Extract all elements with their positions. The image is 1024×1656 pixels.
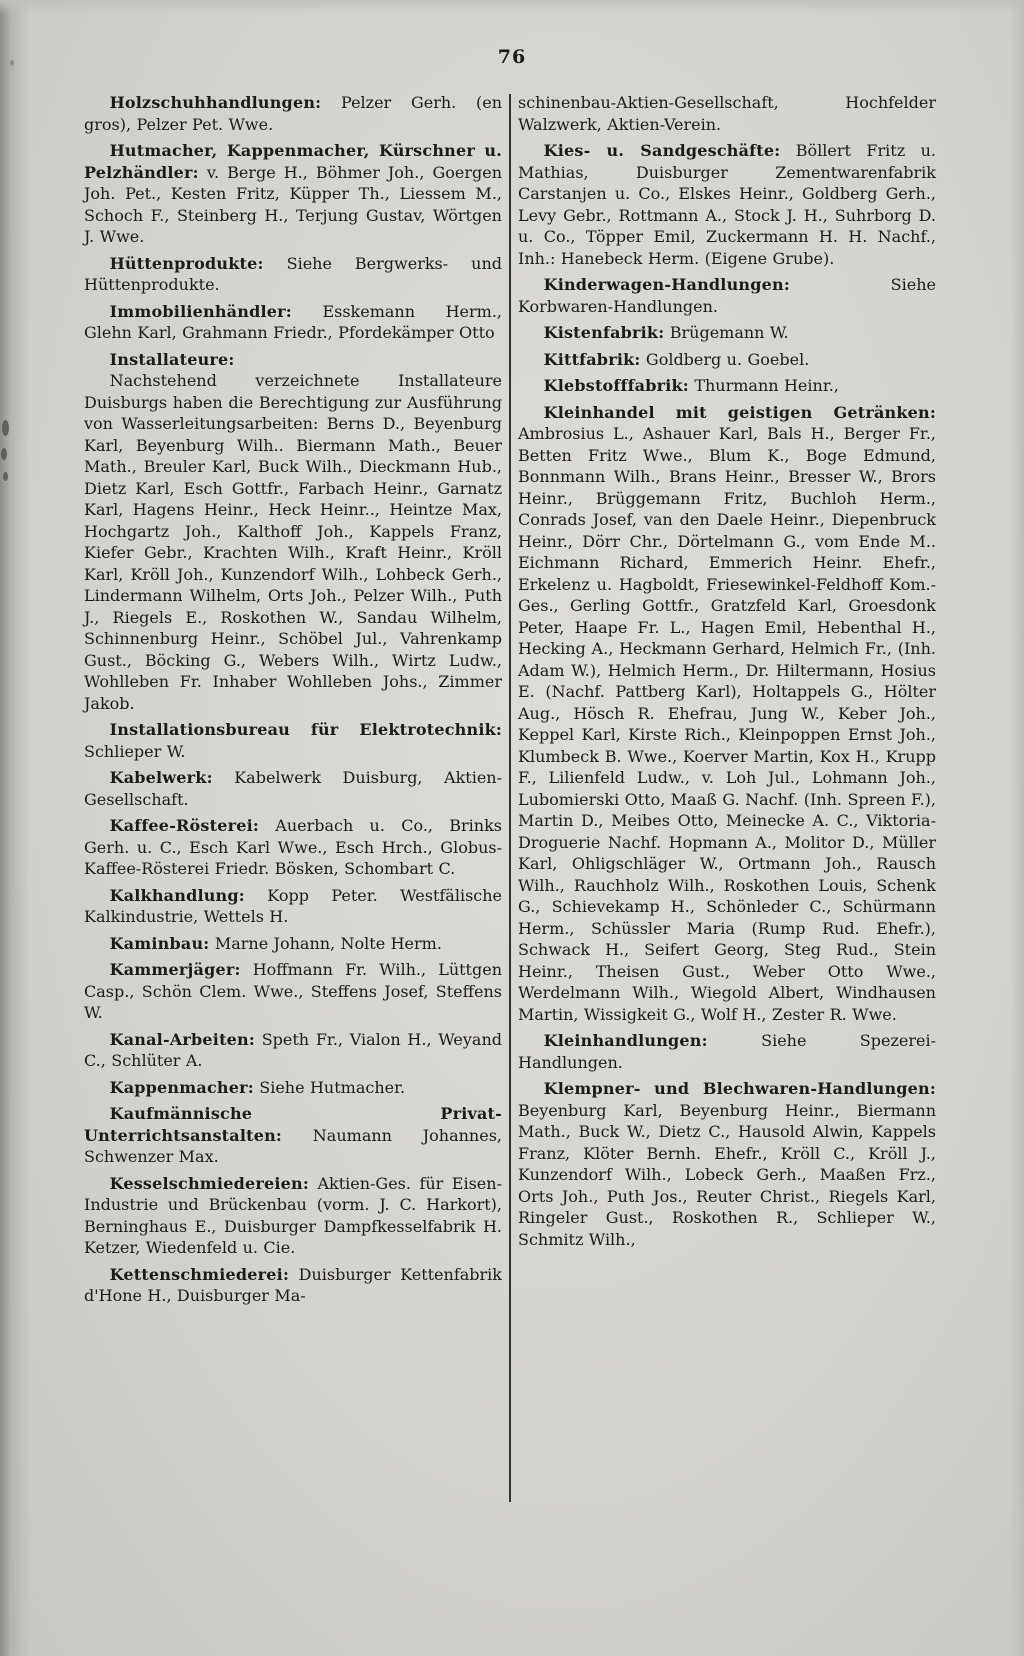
entry-heading: Kistenfabrik:	[543, 323, 665, 342]
entry-body: Thurmann Heinr.,	[694, 376, 839, 395]
entry-body: Ambrosius L., Ashauer Karl, Bals H., Berger Fr., Betten Fritz Wwe., Blum K., Boge Edmund, Bonnmann Wilh., Brans Heinr., Bresser W., Brors Heinr., Brüggemann Fritz, Buchloh Herm., Conrads Josef, van den Daele Heinr., Diepenbruck Heinr., Dörr Chr., Dörtelmann G., vom Ende M.. Eichmann Richard, Emmerich Heinr. Ehefr., Erkelenz u. Hagboldt, Friesewinkel-Feldhoff Kom.-Ges., Gerling Gottfr., Gratzfeld Karl, Groesdonk Peter, Haape Fr. L., Hagen Emil, Hebenthal H., Hecking A., Heckmann Gerhard, Helmich Fr., (Inh. Adam W.), Helmich Herm., Dr. Hiltermann, Hosius E. (Nachf. Pattberg Karl), Holtappels G., Hölter Aug., Hösch R. Ehefrau, Jung W., Keber Joh., Keppel Karl, Kirste Rich., Kleinpoppen Ernst Joh., Klumbeck B. Wwe., Koerver Martin, Kox H., Krupp F., Lilienfeld Ludw., v. Loh Jul., Lohmann Joh., Lubomierski Otto, Maaß G. Nachf. (Inh. Spreen F.), Martin D., Meibes Otto, Meinecke A. C., Viktoria-Droguerie Nachf. Hopmann A., Molitor D., Müller Karl, Ohligschläger W., Ortmann Joh., Rausch Wilh., Rauchholz Wilh., Roskothen Louis, Schenk G., Schievekamp H., Schönleder C., Schürmann Herm., Schüssler Maria (Rump Rud. Ehefr.), Schwack H., Seifert Georg, Steg Rud., Stein Heinr., Theisen Gust., Weber Otto Wwe., Werdelmann Wilh., Wiegold Albert, Windhausen Martin, Wissigkeit G., Wolf H., Zester R. Wwe.	[518, 424, 936, 1024]
entry-heading: Kalkhandlung:	[109, 885, 245, 905]
entry-heading: Kittfabrik:	[543, 349, 641, 369]
entry-heading: Kettenschmiederei:	[109, 1264, 290, 1284]
entry-body: Goldberg u. Goebel.	[645, 349, 810, 369]
entry-body: Auerbach u. Co., Brinks Gerh. u. C., Esch Karl Wwe., Esch Hrch., Globus-Kaffee-Rösterei Friedr. Bösken, Schombart C.	[84, 816, 502, 878]
entry-heading: Kaffee-Rösterei:	[109, 816, 259, 835]
directory-entry	[84, 719, 502, 762]
directory-entry	[84, 1077, 502, 1099]
entry-body: Nachstehend verzeichnete Installateure Duisburgs haben die Berechtigung zur Ausführung von Wasserleitungsarbeiten: Berns D., Beyenburg Karl, Beyenburg Wilh.. Biermann Math., Beuer Math., Breuler Karl, Buck Wilh., Dieckmann Hub., Dietz Karl, Esch Gottfr., Farbach Heinr., Garnatz Karl, Hagens Heinr., Heck Heinr.., Heintze Max, Hochgartz Joh., Kalthoff Joh., Kappels Franz, Kiefer Gebr., Krachten Wilh., Kraft Heinr., Kröll Karl, Kröll Joh., Kunzendorf Wilh., Lohbeck Gerh., Lindermann Wilhelm, Orts Joh., Pelzer Wilh., Puth J., Riegels E., Roskothen W., Sandau Wilhelm, Schinnenburg Heinr., Schöbel Jul., Vahrenkamp Gust., Böcking G., Webers Wilh., Wirtz Ludw., Wohlleben Fr. Inhaber Wohlleben Johs., Zimmer Jakob.	[84, 371, 502, 713]
entry-heading: Kammerjäger:	[109, 960, 241, 979]
directory-entry	[518, 349, 936, 371]
entry-heading: Klebstofffabrik:	[543, 376, 689, 395]
entry-heading: Kappenmacher:	[109, 1077, 254, 1097]
directory-entry	[84, 959, 502, 1024]
entry-body: Kabelwerk Duisburg, Aktien-Gesellschaft.	[84, 768, 503, 809]
entry-body: Beyenburg Karl, Beyenburg Heinr., Biermann Math., Buck W., Dietz C., Hausold Alwin, Kappels Franz, Klöter Bernh. Ehefr., Kröll C., Kröll J., Kunzendorf Wilh., Lobeck Gerh., Maaßen Frz., Orts Joh., Puth Jos., Reuter Christ., Riegels Karl, Ringeler Gust., Roskothen R., Schlieper W., Schmitz Wilh.,	[518, 1100, 936, 1249]
entry-body: Esskemann Herm., Glehn Karl, Grahmann Friedr., Pfordekämper Otto	[84, 301, 503, 342]
directory-entry	[84, 1103, 502, 1168]
entry-body: Brügemann W.	[669, 323, 789, 342]
entry-heading: Hüttenprodukte:	[109, 253, 264, 273]
directory-entry	[518, 92, 936, 135]
entry-heading: Kesselschmiedereien:	[109, 1173, 309, 1193]
scan-artifact	[3, 472, 8, 481]
directory-entry	[84, 92, 502, 135]
scan-edge-shadow-top	[0, 0, 1024, 14]
directory-entry	[518, 1030, 936, 1073]
entry-heading: Kanal-Arbeiten:	[109, 1029, 255, 1049]
entry-body: Pelzer Gerh. (en gros), Pelzer Pet. Wwe.	[84, 93, 502, 134]
entry-heading: Kleinhandel mit geistigen Getränken:	[543, 402, 936, 422]
entry-body: Marne Johann, Nolte Herm.	[214, 933, 442, 953]
entry-heading: Klempner- und Blechwaren-Handlungen:	[543, 1079, 936, 1098]
directory-entry	[518, 375, 936, 397]
entry-heading: Kabelwerk:	[109, 768, 213, 787]
entry-heading: Kaufmännische Privat-Unterrichtsanstalten:	[84, 1104, 502, 1145]
entry-heading: Kaminbau:	[109, 933, 210, 953]
entry-heading: Kies- u. Sandgeschäfte:	[543, 141, 781, 160]
directory-entry	[84, 933, 502, 955]
entry-body: Siehe Hutmacher.	[259, 1077, 406, 1097]
left-column	[84, 92, 502, 1307]
directory-entry	[84, 1264, 502, 1307]
directory-entry	[84, 140, 502, 248]
directory-entry	[518, 1078, 936, 1250]
entry-body: Duisburger Kettenfabrik d'Hone H., Duisburger Ma-	[84, 1264, 502, 1305]
entry-body: Siehe Korbwaren-Handlungen.	[518, 275, 936, 316]
directory-columns	[84, 92, 940, 1502]
entry-heading: Holzschuhhandlungen:	[109, 93, 322, 112]
scan-artifact	[2, 420, 9, 436]
entry-body: Kopp Peter. Westfälische Kalkindustrie, Wettels H.	[84, 885, 503, 926]
page-number: 76	[497, 46, 527, 68]
scan-artifact	[1, 448, 7, 460]
entry-body: Aktien-Ges. für Eisen-Industrie und Brückenbau (vorm. J. C. Harkort), Berninghaus E., Duisburger Dampfkesselfabrik H. Ketzer, Wiedenfeld u. Cie.	[84, 1173, 502, 1257]
entry-heading: Kleinhandlungen:	[543, 1031, 708, 1050]
entry-body: Speth Fr., Vialon H., Weyand C., Schlüter A.	[84, 1029, 502, 1070]
directory-entry	[84, 253, 502, 296]
entry-heading: Installationsbureau für Elektrotechnik:	[109, 720, 502, 739]
entry-heading: Kinderwagen-Handlungen:	[543, 275, 790, 294]
scan-gutter-shadow	[0, 0, 30, 1656]
entry-body: Siehe Spezerei-Handlungen.	[518, 1031, 936, 1072]
directory-entry	[84, 767, 502, 810]
directory-entry	[84, 349, 502, 715]
directory-entry	[84, 815, 502, 880]
directory-entry	[518, 140, 936, 269]
directory-entry	[518, 274, 936, 317]
column-divider-rule	[509, 94, 511, 1502]
entry-body: Naumann Johannes, Schwenzer Max.	[84, 1125, 502, 1166]
directory-entry	[84, 1029, 502, 1072]
right-column	[518, 92, 936, 1250]
entry-body: Hoffmann Fr. Wilh., Lüttgen Casp., Schön Clem. Wwe., Steffens Josef, Steffens W.	[84, 960, 503, 1022]
entry-body: Siehe Bergwerks- und Hüttenprodukte.	[84, 253, 503, 294]
entry-heading: Installateure:	[109, 349, 235, 369]
entry-heading: Immobilienhändler:	[109, 301, 292, 321]
directory-entry	[518, 322, 936, 344]
directory-entry	[84, 1173, 502, 1259]
entry-body: Böllert Fritz u. Mathias, Duisburger Zementwarenfabrik Carstanjen u. Co., Elskes Heinr., Goldberg Gerh., Levy Gebr., Rottmann A., Stock J. H., Suhrborg D. u. Co., Töpper Emil, Zuckermann H. H. Nachf., Inh.: Hanebeck Herm. (Eigene Grube).	[518, 141, 937, 268]
entry-body: Schlieper W.	[84, 741, 186, 761]
entry-body: schinenbau-Aktien-Gesellschaft, Hochfelder Walzwerk, Aktien-Verein.	[518, 93, 936, 134]
directory-entry	[518, 402, 936, 1026]
directory-entry	[84, 885, 502, 928]
entry-heading: Hutmacher, Kappenmacher, Kürschner u. Pelzhändler:	[84, 141, 502, 182]
scan-edge-shadow	[1010, 0, 1024, 1656]
entry-body: v. Berge H., Böhmer Joh., Goergen Joh. Pet., Kesten Fritz, Küpper Th., Liessem M., Schoch F., Steinberg H., Terjung Gustav, Wörtgen J. Wwe.	[84, 162, 502, 246]
directory-entry	[84, 301, 502, 344]
